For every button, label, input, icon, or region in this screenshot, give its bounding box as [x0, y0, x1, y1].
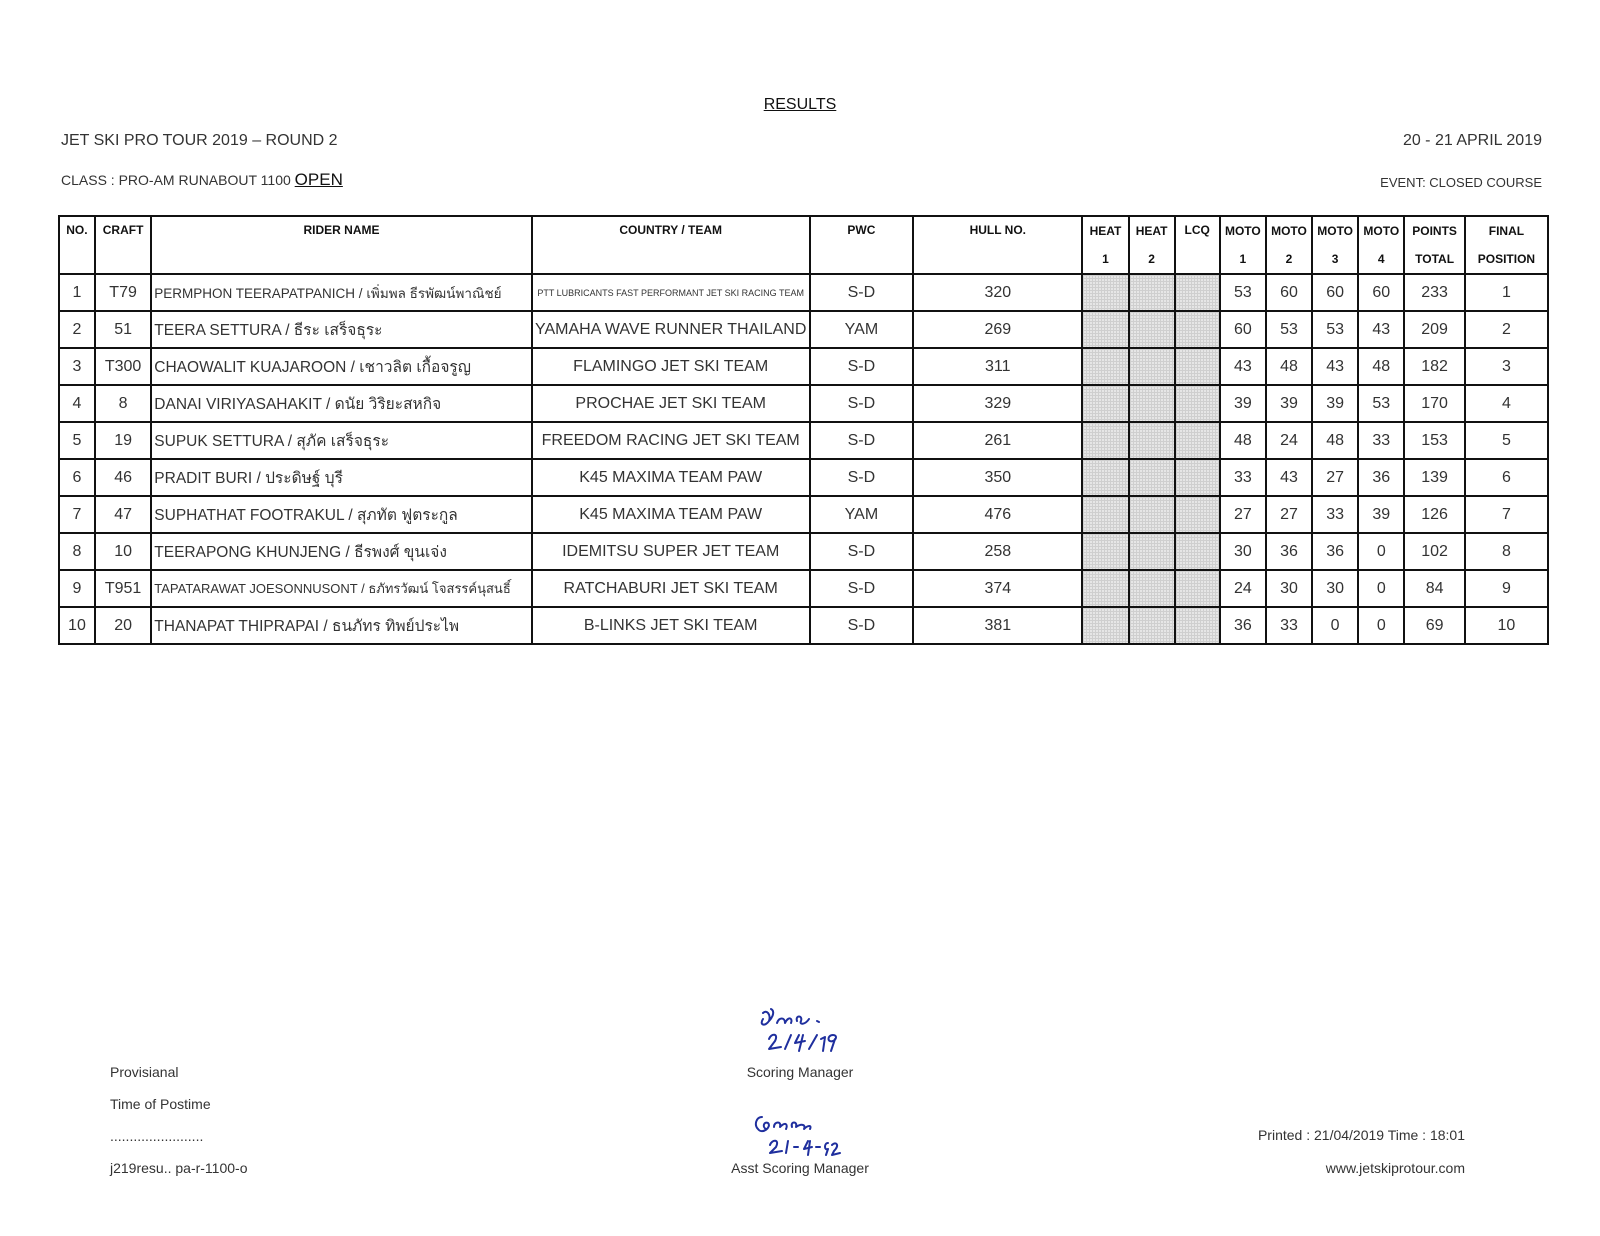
cell-final-position: 4 — [1465, 385, 1548, 422]
cell-heat1 — [1082, 496, 1128, 533]
table-row — [59, 385, 1548, 422]
cell-moto2: 36 — [1266, 533, 1312, 570]
cell-lcq — [1175, 607, 1220, 644]
cell-pwc: S-D — [810, 570, 914, 607]
cell-lcq — [1175, 533, 1220, 570]
col-header-heat2: HEAT — [1129, 216, 1175, 245]
cell-heat2 — [1129, 607, 1175, 644]
cell-no: 6 — [59, 459, 95, 496]
col-header-rider: RIDER NAME — [151, 216, 531, 274]
cell-points-total: 102 — [1404, 533, 1465, 570]
table-row — [59, 570, 1548, 607]
cell-hull: 350 — [913, 459, 1082, 496]
cell-final-position: 2 — [1465, 311, 1548, 348]
cell-lcq — [1175, 385, 1220, 422]
table-row — [59, 422, 1548, 459]
cell-moto1: 39 — [1220, 385, 1266, 422]
cell-no: 3 — [59, 348, 95, 385]
cell-final-position: 1 — [1465, 274, 1548, 311]
cell-team: RATCHABURI JET SKI TEAM — [532, 570, 810, 607]
cell-rider: CHAOWALIT KUAJAROON / เชาวลิต เกื้อจรูญ — [151, 348, 531, 385]
cell-moto4: 0 — [1358, 607, 1404, 644]
cell-final-position: 8 — [1465, 533, 1548, 570]
cell-rider: TAPATARAWAT JOESONNUSONT / ธภัทรวัฒน์ โจสรรค์นุสนธิ์ — [151, 570, 531, 607]
cell-points-total: 139 — [1404, 459, 1465, 496]
cell-heat1 — [1082, 533, 1128, 570]
cell-hull: 258 — [913, 533, 1082, 570]
cell-lcq — [1175, 496, 1220, 533]
cell-heat1 — [1082, 274, 1128, 311]
cell-craft: 47 — [95, 496, 151, 533]
cell-moto1: 43 — [1220, 348, 1266, 385]
time-of-postime-label: Time of Postime — [110, 1096, 211, 1112]
cell-team: K45 MAXIMA TEAM PAW — [532, 459, 810, 496]
cell-moto1: 27 — [1220, 496, 1266, 533]
cell-craft: 8 — [95, 385, 151, 422]
col-subheader-points: TOTAL — [1404, 245, 1465, 274]
cell-points-total: 84 — [1404, 570, 1465, 607]
class-name: CLASS : PRO-AM RUNABOUT 1100 — [61, 172, 291, 188]
cell-moto1: 53 — [1220, 274, 1266, 311]
col-header-moto2: MOTO — [1266, 216, 1312, 245]
cell-rider: PERMPHON TEERAPATPANICH / เพิ่มพล ธีรพัฒน์พาณิชย์ — [151, 274, 531, 311]
cell-craft: T300 — [95, 348, 151, 385]
cell-rider: TEERA SETTURA / ธีระ เสร็จธุระ — [151, 311, 531, 348]
cell-craft: T951 — [95, 570, 151, 607]
cell-moto3: 30 — [1312, 570, 1358, 607]
col-header-craft: CRAFT — [95, 216, 151, 274]
cell-pwc: S-D — [810, 348, 914, 385]
cell-rider: THANAPAT THIPRAPAI / ธนภัทร ทิพย์ประไพ — [151, 607, 531, 644]
col-subheader-moto1: 1 — [1220, 245, 1266, 274]
cell-no: 2 — [59, 311, 95, 348]
cell-craft: 20 — [95, 607, 151, 644]
cell-moto3: 39 — [1312, 385, 1358, 422]
printed-timestamp: Printed : 21/04/2019 Time : 18:01 — [1257, 1127, 1465, 1143]
cell-final-position: 3 — [1465, 348, 1548, 385]
cell-heat2 — [1129, 274, 1175, 311]
cell-rider: SUPHATHAT FOOTRAKUL / สุภทัต ฟูตระกูล — [151, 496, 531, 533]
cell-moto4: 53 — [1358, 385, 1404, 422]
cell-pwc: S-D — [810, 385, 914, 422]
cell-rider: TEERAPONG KHUNJENG / ธีรพงศ์ ขุนเจ่ง — [151, 533, 531, 570]
cell-team: FLAMINGO JET SKI TEAM — [532, 348, 810, 385]
cell-heat1 — [1082, 607, 1128, 644]
cell-rider: SUPUK SETTURA / สุภัค เสร็จธุระ — [151, 422, 531, 459]
cell-moto2: 33 — [1266, 607, 1312, 644]
cell-moto4: 39 — [1358, 496, 1404, 533]
col-subheader-heat2: 2 — [1129, 245, 1175, 274]
cell-lcq — [1175, 311, 1220, 348]
scoring-manager-label: Scoring Manager — [746, 1064, 854, 1080]
cell-points-total: 170 — [1404, 385, 1465, 422]
cell-points-total: 153 — [1404, 422, 1465, 459]
cell-moto3: 33 — [1312, 496, 1358, 533]
cell-moto2: 30 — [1266, 570, 1312, 607]
cell-final-position: 7 — [1465, 496, 1548, 533]
cell-hull: 311 — [913, 348, 1082, 385]
table-row — [59, 459, 1548, 496]
table-header-row — [59, 216, 1548, 245]
cell-lcq — [1175, 459, 1220, 496]
cell-heat1 — [1082, 459, 1128, 496]
cell-moto4: 48 — [1358, 348, 1404, 385]
class-open-label: OPEN — [294, 170, 343, 189]
cell-team: YAMAHA WAVE RUNNER THAILAND — [532, 311, 810, 348]
cell-no: 8 — [59, 533, 95, 570]
cell-hull: 374 — [913, 570, 1082, 607]
cell-points-total: 233 — [1404, 274, 1465, 311]
cell-heat2 — [1129, 311, 1175, 348]
postime-blank: ........................ — [110, 1128, 204, 1144]
cell-moto1: 24 — [1220, 570, 1266, 607]
cell-moto1: 36 — [1220, 607, 1266, 644]
cell-moto3: 0 — [1312, 607, 1358, 644]
col-header-final: FINAL — [1465, 216, 1548, 245]
cell-team: B-LINKS JET SKI TEAM — [532, 607, 810, 644]
cell-moto2: 53 — [1266, 311, 1312, 348]
cell-final-position: 9 — [1465, 570, 1548, 607]
table-row — [59, 607, 1548, 644]
col-header-heat1: HEAT — [1082, 216, 1128, 245]
col-header-points: POINTS — [1404, 216, 1465, 245]
cell-heat2 — [1129, 496, 1175, 533]
col-header-team: COUNTRY / TEAM — [532, 216, 810, 274]
cell-points-total: 126 — [1404, 496, 1465, 533]
cell-craft: 10 — [95, 533, 151, 570]
cell-heat1 — [1082, 422, 1128, 459]
cell-no: 10 — [59, 607, 95, 644]
cell-craft: 46 — [95, 459, 151, 496]
cell-moto2: 43 — [1266, 459, 1312, 496]
cell-points-total: 209 — [1404, 311, 1465, 348]
col-header-moto3: MOTO — [1312, 216, 1358, 245]
cell-no: 7 — [59, 496, 95, 533]
cell-moto2: 27 — [1266, 496, 1312, 533]
table-row — [59, 533, 1548, 570]
cell-heat1 — [1082, 385, 1128, 422]
cell-moto3: 36 — [1312, 533, 1358, 570]
document-title: RESULTS — [763, 96, 837, 113]
cell-heat2 — [1129, 348, 1175, 385]
cell-moto1: 48 — [1220, 422, 1266, 459]
event-name: JET SKI PRO TOUR 2019 – ROUND 2 — [61, 132, 338, 149]
cell-moto4: 33 — [1358, 422, 1404, 459]
cell-heat2 — [1129, 385, 1175, 422]
cell-team: FREEDOM RACING JET SKI TEAM — [532, 422, 810, 459]
cell-pwc: YAM — [810, 311, 914, 348]
cell-hull: 476 — [913, 496, 1082, 533]
cell-lcq — [1175, 348, 1220, 385]
col-header-moto1: MOTO — [1220, 216, 1266, 245]
cell-heat1 — [1082, 311, 1128, 348]
file-code: j219resu.. pa-r-1100-o — [110, 1160, 248, 1176]
cell-no: 4 — [59, 385, 95, 422]
table-row — [59, 348, 1548, 385]
cell-pwc: YAM — [810, 496, 914, 533]
provisional-label: Provisianal — [110, 1064, 179, 1080]
results-table — [58, 215, 1549, 645]
cell-hull: 329 — [913, 385, 1082, 422]
cell-hull: 269 — [913, 311, 1082, 348]
col-subheader-moto2: 2 — [1266, 245, 1312, 274]
cell-heat2 — [1129, 459, 1175, 496]
cell-team: K45 MAXIMA TEAM PAW — [532, 496, 810, 533]
col-header-pwc: PWC — [810, 216, 914, 274]
cell-hull: 261 — [913, 422, 1082, 459]
cell-moto1: 30 — [1220, 533, 1266, 570]
cell-no: 9 — [59, 570, 95, 607]
cell-lcq — [1175, 570, 1220, 607]
col-subheader-moto3: 3 — [1312, 245, 1358, 274]
cell-moto4: 0 — [1358, 533, 1404, 570]
cell-lcq — [1175, 274, 1220, 311]
table-row — [59, 274, 1548, 311]
cell-moto3: 27 — [1312, 459, 1358, 496]
cell-hull: 320 — [913, 274, 1082, 311]
table-row — [59, 496, 1548, 533]
cell-final-position: 5 — [1465, 422, 1548, 459]
col-subheader-moto4: 4 — [1358, 245, 1404, 274]
cell-pwc: S-D — [810, 533, 914, 570]
cell-rider: PRADIT BURI / ประดิษฐ์ บุรี — [151, 459, 531, 496]
cell-heat2 — [1129, 570, 1175, 607]
cell-points-total: 69 — [1404, 607, 1465, 644]
cell-moto4: 43 — [1358, 311, 1404, 348]
event-date: 20 - 21 APRIL 2019 — [1402, 132, 1542, 149]
cell-team: PTT LUBRICANTS FAST PERFORMANT JET SKI RACING TEAM — [532, 274, 810, 311]
col-subheader-heat1: 1 — [1082, 245, 1128, 274]
asst-scoring-manager-label: Asst Scoring Manager — [731, 1160, 869, 1176]
cell-moto2: 39 — [1266, 385, 1312, 422]
event-type: EVENT: CLOSED COURSE — [1380, 175, 1542, 190]
col-header-lcq: LCQ — [1175, 216, 1220, 274]
cell-heat1 — [1082, 570, 1128, 607]
col-header-no: NO. — [59, 216, 95, 274]
cell-heat1 — [1082, 348, 1128, 385]
website-link[interactable]: www.jetskiprotour.com — [1325, 1160, 1465, 1176]
col-subheader-final: POSITION — [1465, 245, 1548, 274]
cell-moto2: 24 — [1266, 422, 1312, 459]
table-row — [59, 311, 1548, 348]
cell-moto3: 43 — [1312, 348, 1358, 385]
col-header-hull: HULL NO. — [913, 216, 1082, 274]
cell-no: 5 — [59, 422, 95, 459]
cell-lcq — [1175, 422, 1220, 459]
col-header-moto4: MOTO — [1358, 216, 1404, 245]
cell-moto1: 33 — [1220, 459, 1266, 496]
cell-moto2: 48 — [1266, 348, 1312, 385]
cell-moto4: 0 — [1358, 570, 1404, 607]
cell-final-position: 10 — [1465, 607, 1548, 644]
cell-moto3: 60 — [1312, 274, 1358, 311]
cell-team: PROCHAE JET SKI TEAM — [532, 385, 810, 422]
cell-moto3: 48 — [1312, 422, 1358, 459]
cell-pwc: S-D — [810, 607, 914, 644]
cell-no: 1 — [59, 274, 95, 311]
cell-hull: 381 — [913, 607, 1082, 644]
cell-moto4: 36 — [1358, 459, 1404, 496]
cell-team: IDEMITSU SUPER JET TEAM — [532, 533, 810, 570]
cell-moto4: 60 — [1358, 274, 1404, 311]
cell-moto1: 60 — [1220, 311, 1266, 348]
cell-rider: DANAI VIRIYASAHAKIT / ดนัย วิริยะสหกิจ — [151, 385, 531, 422]
cell-craft: 19 — [95, 422, 151, 459]
class-line — [61, 170, 343, 190]
cell-heat2 — [1129, 533, 1175, 570]
cell-moto3: 53 — [1312, 311, 1358, 348]
cell-moto2: 60 — [1266, 274, 1312, 311]
cell-heat2 — [1129, 422, 1175, 459]
cell-craft: 51 — [95, 311, 151, 348]
cell-points-total: 182 — [1404, 348, 1465, 385]
cell-pwc: S-D — [810, 274, 914, 311]
cell-final-position: 6 — [1465, 459, 1548, 496]
cell-pwc: S-D — [810, 459, 914, 496]
cell-craft: T79 — [95, 274, 151, 311]
cell-pwc: S-D — [810, 422, 914, 459]
scoring-manager-signature — [755, 1005, 845, 1063]
